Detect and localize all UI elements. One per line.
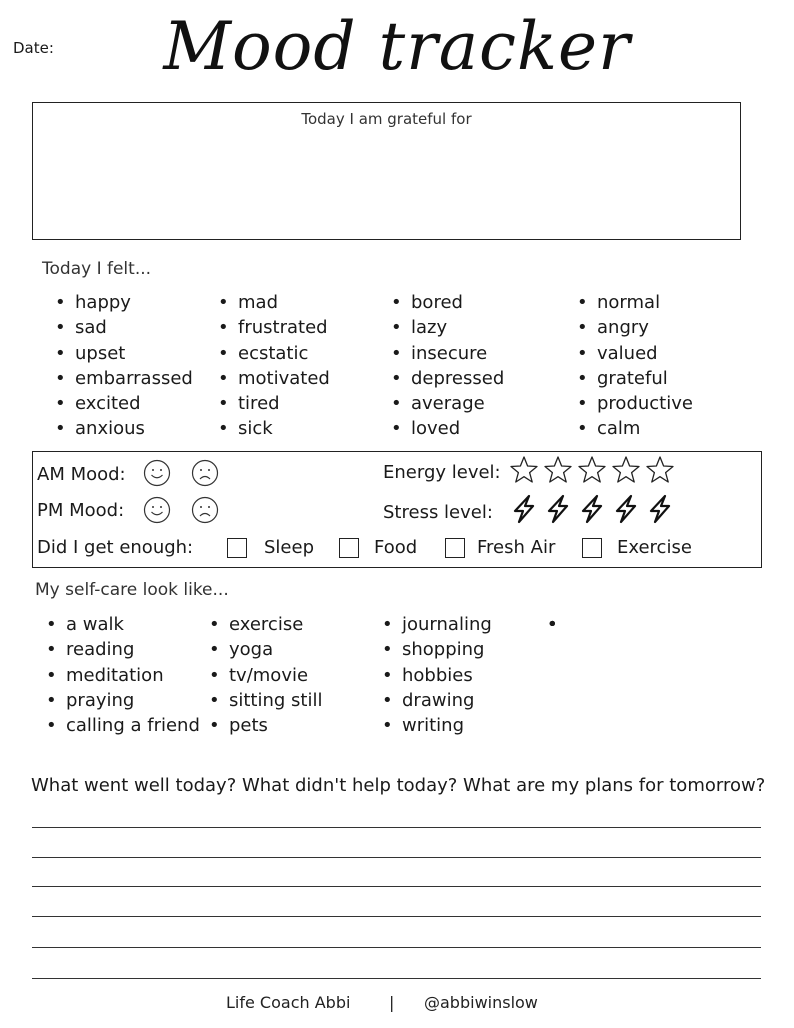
list-item: • praying (44, 688, 200, 713)
star-icon[interactable] (543, 455, 573, 485)
grateful-box[interactable] (32, 102, 741, 240)
list-item: • calm (575, 416, 693, 441)
writing-line[interactable] (32, 827, 761, 828)
fresh-air-checkbox[interactable] (445, 538, 465, 558)
exercise-label: Exercise (617, 537, 692, 558)
felt-column-2 (216, 290, 330, 442)
writing-line[interactable] (32, 978, 761, 979)
sleep-checkbox[interactable] (227, 538, 247, 558)
enough-label: Did I get enough: (37, 537, 194, 558)
list-item: • bored (389, 290, 504, 315)
writing-line[interactable] (32, 916, 761, 917)
list-item: • frustrated (216, 315, 330, 340)
list-item: • drawing (380, 688, 492, 713)
list-item: • journaling (380, 612, 492, 637)
list-item: • sad (53, 315, 193, 340)
frowning-face-icon[interactable] (191, 496, 219, 524)
star-icon[interactable] (577, 455, 607, 485)
reflection-question: What went well today? What didn't help today? What are my plans for tomorrow? (31, 775, 766, 796)
smiley-face-icon[interactable] (143, 459, 171, 487)
writing-line[interactable] (32, 947, 761, 948)
list-item: • writing (380, 713, 492, 738)
energy-level-label: Energy level: (383, 462, 501, 483)
lightning-bolt-icon[interactable] (577, 494, 607, 524)
felt-column-3 (389, 290, 504, 442)
lightning-bolt-icon[interactable] (611, 494, 641, 524)
writing-line[interactable] (32, 886, 761, 887)
list-item: • happy (53, 290, 193, 315)
list-item: • angry (575, 315, 693, 340)
list-item: • average (389, 391, 504, 416)
list-item: • tv/movie (207, 663, 323, 688)
fresh-air-label: Fresh Air (477, 537, 556, 558)
list-item: • sick (216, 416, 330, 441)
star-icon[interactable] (611, 455, 641, 485)
selfcare-column-3 (380, 612, 492, 738)
list-item: • lazy (389, 315, 504, 340)
frowning-face-icon[interactable] (191, 459, 219, 487)
lightning-bolt-icon[interactable] (645, 494, 675, 524)
list-item: • ecstatic (216, 341, 330, 366)
list-item: • tired (216, 391, 330, 416)
list-item: • reading (44, 637, 200, 662)
felt-column-4 (575, 290, 693, 442)
lightning-bolt-icon[interactable] (509, 494, 539, 524)
list-item: • hobbies (380, 663, 492, 688)
smiley-face-icon[interactable] (143, 496, 171, 524)
list-item: • productive (575, 391, 693, 416)
exercise-checkbox[interactable] (582, 538, 602, 558)
list-item: • exercise (207, 612, 323, 637)
felt-column-1 (53, 290, 193, 442)
list-item: • yoga (207, 637, 323, 662)
list-item: • pets (207, 713, 323, 738)
list-item: • sitting still (207, 688, 323, 713)
felt-heading: Today I felt... (42, 259, 152, 279)
footer-author: Life Coach Abbi (226, 993, 351, 1012)
list-item: • loved (389, 416, 504, 441)
stress-level-label: Stress level: (383, 502, 493, 523)
list-item: • upset (53, 341, 193, 366)
list-item: • a walk (44, 612, 200, 637)
sleep-label: Sleep (264, 537, 315, 558)
list-item: • embarrassed (53, 366, 193, 391)
footer-handle: @abbiwinslow (424, 993, 538, 1012)
list-item: • valued (575, 341, 693, 366)
food-label: Food (374, 537, 418, 558)
list-item: • anxious (53, 416, 193, 441)
mood-box (32, 451, 762, 568)
selfcare-heading: My self-care look like... (35, 580, 229, 600)
selfcare-column-2 (207, 612, 323, 738)
list-item: • meditation (44, 663, 200, 688)
list-item: • depressed (389, 366, 504, 391)
list-item: • excited (53, 391, 193, 416)
grateful-label: Today I am grateful for (301, 110, 472, 128)
list-item: • mad (216, 290, 330, 315)
list-item: • grateful (575, 366, 693, 391)
star-icon[interactable] (645, 455, 675, 485)
pm-mood-label: PM Mood: (37, 500, 125, 521)
page-title: Mood tracker (163, 8, 631, 85)
lightning-bolt-icon[interactable] (543, 494, 573, 524)
list-item: • motivated (216, 366, 330, 391)
writing-line[interactable] (32, 857, 761, 858)
list-item: • shopping (380, 637, 492, 662)
list-item: • insecure (389, 341, 504, 366)
date-label: Date: (13, 39, 54, 57)
list-item: • normal (575, 290, 693, 315)
food-checkbox[interactable] (339, 538, 359, 558)
selfcare-column-1 (44, 612, 200, 738)
star-icon[interactable] (509, 455, 539, 485)
list-item: • calling a friend (44, 713, 200, 738)
am-mood-label: AM Mood: (37, 464, 126, 485)
footer-separator: | (389, 993, 395, 1012)
